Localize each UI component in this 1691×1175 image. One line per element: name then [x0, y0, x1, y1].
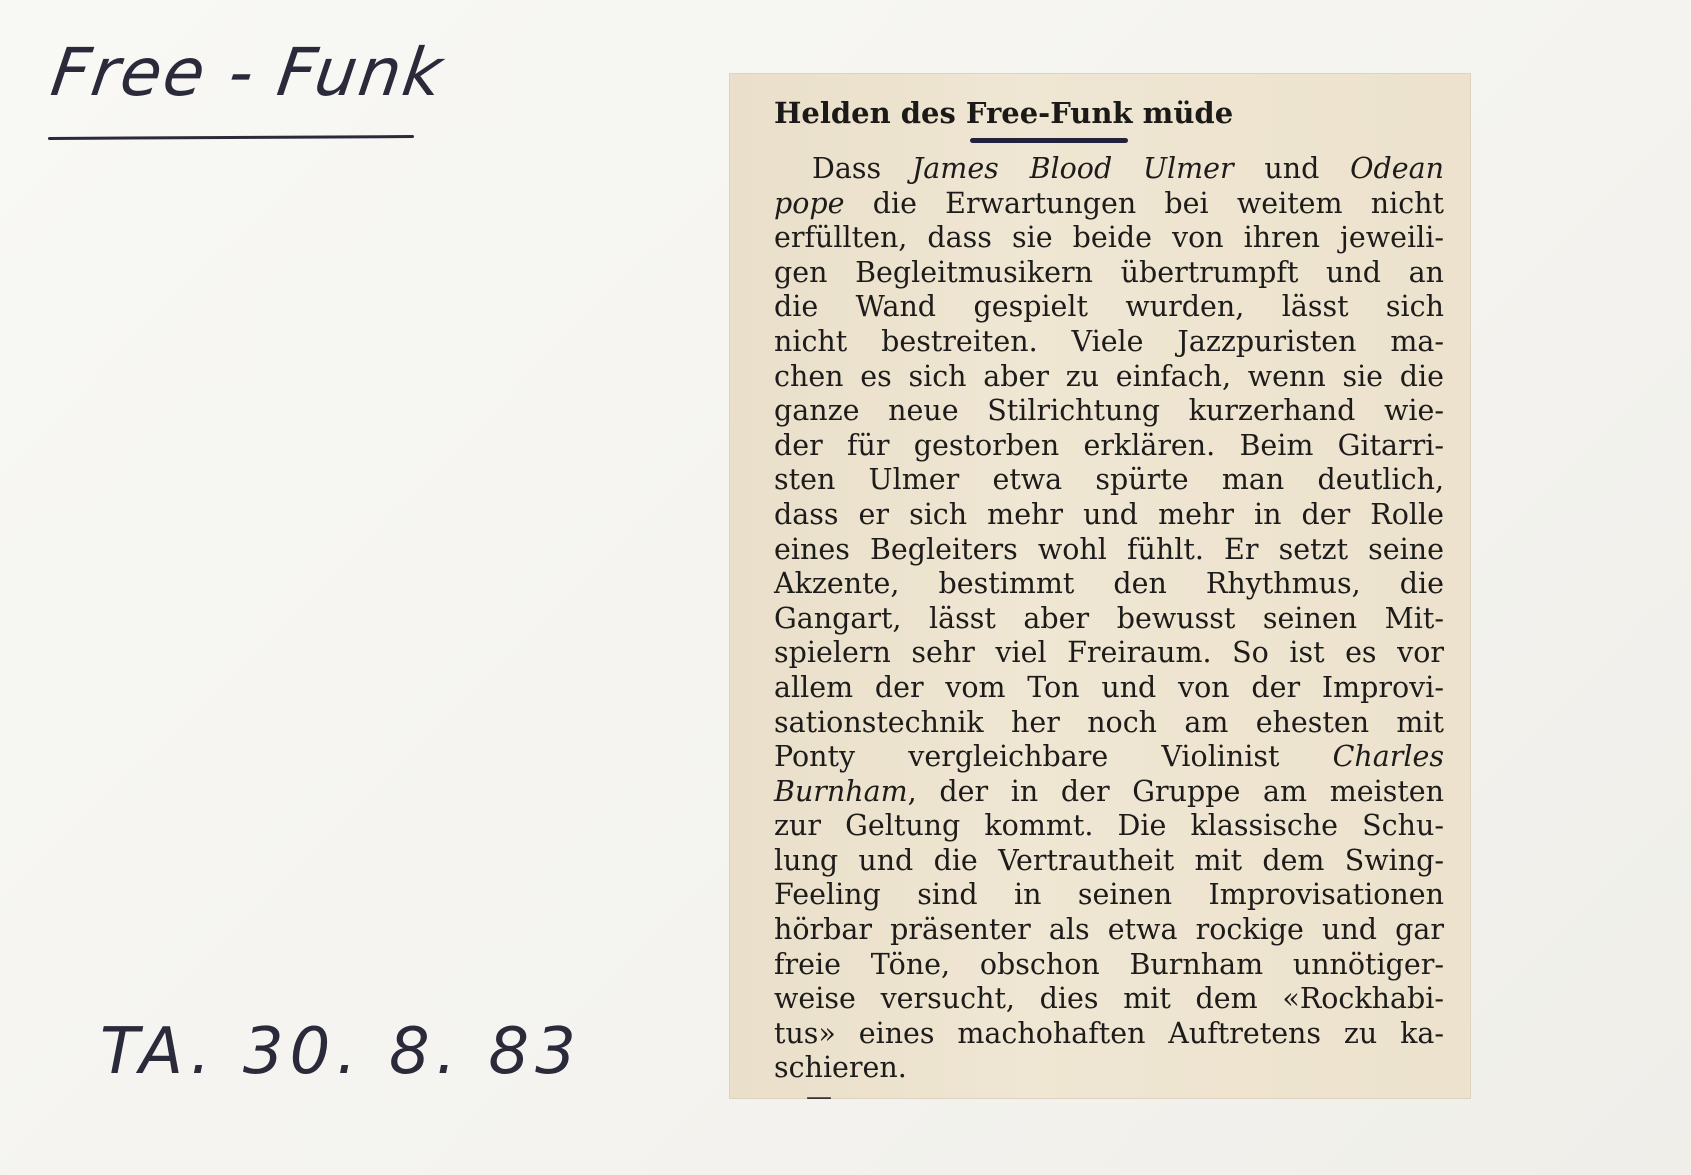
article-line — [774, 636, 1444, 671]
article-text: lung und die Vertrautheit mit dem Swing- — [774, 843, 1444, 877]
clipping-headline: Helden des Free-Funk müde — [774, 96, 1234, 130]
article-text: schieren. — [774, 1051, 907, 1085]
article-line — [774, 325, 1444, 360]
article-line — [774, 567, 1444, 602]
article-text: weise versucht, dies mit dem «Rockhabi- — [774, 982, 1444, 1016]
article-line — [774, 982, 1444, 1017]
article-line — [774, 913, 1444, 948]
article-line — [774, 533, 1444, 568]
article-line — [774, 602, 1444, 637]
article-text: hörbar präsenter als etwa rockige und gar — [774, 913, 1444, 947]
newspaper-clipping — [730, 74, 1470, 1112]
headline-pen-mark — [970, 138, 1128, 143]
article-line — [774, 187, 1444, 222]
article-text: gen Begleitmusikern übertrumpft und an — [774, 255, 1444, 289]
article-text: ganze neue Stilrichtung kurzerhand wie- — [774, 394, 1444, 428]
article-italic-name: pope — [774, 186, 845, 220]
article-line — [774, 394, 1444, 429]
article-text: Akzente, bestimmt den Rhythmus, die — [774, 567, 1444, 601]
article-text: Gangart, lässt aber bewusst seinen Mit- — [774, 601, 1444, 635]
article-line — [774, 878, 1444, 913]
article-line — [774, 290, 1444, 325]
article-line — [774, 1051, 1444, 1086]
article-text: sationstechnik her noch am ehesten mit — [774, 705, 1444, 739]
article-text: eines Begleiters wohl fühlt. Er setzt seine — [774, 532, 1444, 566]
article-line — [774, 948, 1444, 983]
article-text: der für gestorben erklären. Beim Gitarri- — [774, 428, 1444, 462]
article-line — [774, 671, 1444, 706]
article-line — [774, 360, 1444, 395]
handwritten-underline — [48, 135, 414, 140]
article-text: dass er sich mehr und mehr in der Rolle — [774, 497, 1444, 531]
article-line — [774, 463, 1444, 498]
article-text: , der in der Gruppe am meisten — [907, 774, 1444, 808]
article-text: Dass — [812, 152, 912, 185]
article-text: die Erwartungen bei weitem nicht — [844, 186, 1444, 220]
article-line — [774, 152, 1444, 187]
article-text: chen es sich aber zu einfach, wenn sie die — [774, 359, 1444, 393]
article-italic-name: Charles — [1332, 740, 1444, 774]
article-line — [774, 740, 1444, 775]
article-line — [774, 256, 1444, 291]
article-text: nicht bestreiten. Viele Jazzpuristen ma- — [774, 324, 1444, 358]
article-italic-name: James Blood Ulmer — [911, 152, 1234, 185]
article-text: allem der vom Ton und von der Improvi- — [774, 670, 1444, 704]
article-text: tus» eines machohaften Auftretens zu ka- — [774, 1016, 1444, 1050]
article-italic-name: Burnham — [774, 774, 908, 808]
clipping-cut-off-text: — — [806, 1082, 832, 1112]
article-line — [774, 706, 1444, 741]
article-line — [774, 1017, 1444, 1052]
article-text: erfüllten, dass sie beide von ihren jeweili- — [774, 221, 1444, 255]
article-line — [774, 498, 1444, 533]
handwritten-date-label: TA. 30. 8. 83 — [100, 1015, 582, 1089]
article-line — [774, 775, 1444, 810]
article-line — [774, 844, 1444, 879]
article-text: die Wand gespielt wurden, lässt sich — [774, 290, 1444, 324]
article-line — [774, 221, 1444, 256]
article-italic-name: Odean — [1350, 152, 1444, 185]
handwritten-topic-label: Free - Funk — [46, 34, 449, 111]
article-text: spielern sehr viel Freiraum. So ist es vor — [774, 636, 1444, 670]
article-line — [774, 429, 1444, 464]
article-text: zur Geltung kommt. Die klassische Schu- — [774, 809, 1444, 843]
article-text: sten Ulmer etwa spürte man deutlich, — [774, 463, 1444, 497]
article-text: Ponty vergleichbare Violinist — [774, 740, 1333, 774]
article-text: und — [1233, 152, 1351, 185]
article-text: Feeling sind in seinen Improvisationen — [774, 878, 1444, 912]
article-line — [774, 809, 1444, 844]
clipping-article-body — [774, 152, 1444, 1086]
article-text: freie Töne, obschon Burnham unnötiger- — [774, 947, 1444, 981]
